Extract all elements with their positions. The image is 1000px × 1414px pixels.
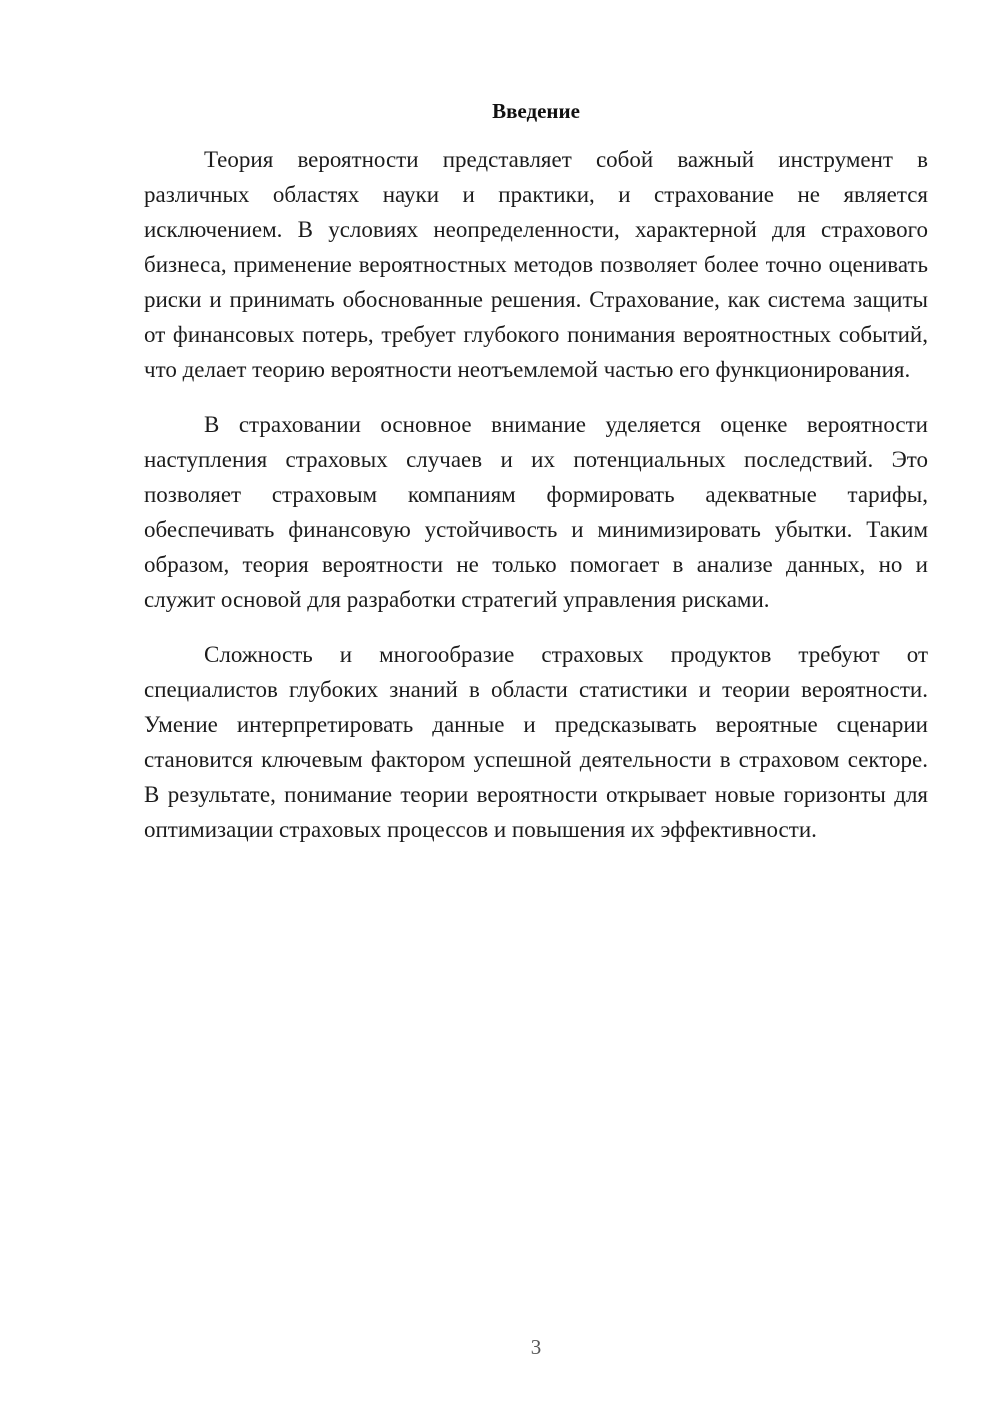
paragraph-3: Сложность и многообразие страховых продуктов требуют от специалистов глубоких знаний в области статистики и теории вероятности. Умение интерпретировать данные и предсказывать вероятные сценарии становится ключевым фактором успешной деятельности в страховом секторе. В результате, понимание теории вероятности открывает новые горизонты для оптимизации страховых процессов и повышения их эффективности. <box>144 642 928 842</box>
paragraph-1: Теория вероятности представляет собой важный инструмент в различных областях науки и практики, и страхование не является исключением. В условиях неопределенности, характерной для страхового бизнеса, применение вероятностных методов позволяет более точно оценивать риски и принимать обоснованные решения. Страхование, как система защиты от финансовых потерь, требует глубокого понимания вероятностных событий, что делает теорию вероятности неотъемлемой частью его функционирования. <box>144 147 928 382</box>
body-text <box>144 142 928 867</box>
page-number: 3 <box>530 1335 542 1359</box>
section-title: Введение <box>492 99 580 123</box>
paragraph-2: В страховании основное внимание уделяется оценке вероятности наступления страховых случаев и их потенциальных последствий. Это позволяет страховым компаниям формировать адекватные тарифы, обеспечивать финансовую устойчивость и минимизировать убытки. Таким образом, теория вероятности не только помогает в анализе данных, но и служит основой для разработки стратегий управления рисками. <box>144 412 928 612</box>
